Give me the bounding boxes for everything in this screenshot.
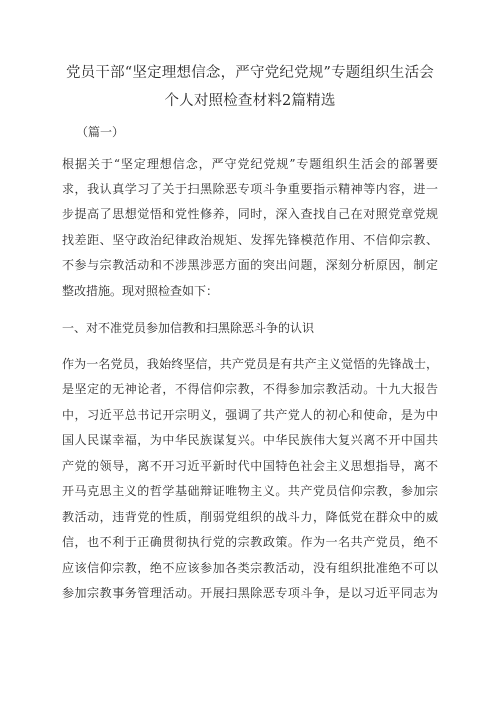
paragraph-line: 产党的领导，离不开习近平新时代中国特色社会主义思想指导，离不 (62, 459, 438, 473)
paragraph-line: 教活动，违背党的性质，削弱党组织的战斗力，降低党在群众中的威 (62, 510, 438, 524)
document-title-line-2: 个人对照检查材料2篇精选 (164, 93, 336, 109)
paragraph-line: 开马克思主义的哲学基础辩证唯物主义。共产党员信仰宗教，参加宗 (62, 484, 438, 498)
paragraph-line: 参加宗教事务管理活动。开展扫黑除恶专项斗争，是以习近平同志为 (62, 586, 438, 600)
paragraph-line: 步提高了思想觉悟和党性修养，同时，深入查找自己在对照党章党规 (62, 207, 438, 221)
paragraph-line: 找差距、坚守政治纪律政治规矩、发挥先锋模范作用、不信仰宗教、 (62, 233, 438, 247)
document-title-line-1: 党员干部“坚定理想信念，严守党纪党规”专题组织生活会 (65, 65, 435, 81)
paragraph-line: 作为一名党员，我始终坚信，共产党员是有共产主义觉悟的先锋战士， (62, 357, 438, 371)
paragraph-line: 求，我认真学习了关于扫黑除恶专项斗争重要指示精神等内容，进一 (62, 182, 438, 196)
paragraph-line: 整改措施。现对照检查如下： (62, 284, 219, 298)
paragraph-line: 国人民谋幸福，为中华民族谋复兴。中华民族伟大复兴离不开中国共 (62, 433, 438, 447)
paragraph-line: 不参与宗教活动和不涉黑涉恶方面的突出问题，深刻分析原因，制定 (62, 258, 438, 272)
paragraph-line: 中，习近平总书记开宗明义，强调了共产党人的初心和使命，是为中 (62, 408, 438, 422)
paragraph-line: 应该信仰宗教，绝不应该参加各类宗教活动，没有组织批准绝不可以 (62, 561, 438, 575)
section-heading: 一、对不准党员参加信教和扫黑除恶斗争的认识 (62, 321, 315, 335)
paragraph-line: 是坚定的无神论者，不得信仰宗教，不得参加宗教活动。十九大报告 (62, 382, 438, 396)
paragraph-line: 信，也不利于正确贯彻执行党的宗教政策。作为一名共产党员，绝不 (62, 535, 438, 549)
section-label: （篇一） (76, 125, 125, 139)
paragraph-line: 根据关于“坚定理想信念，严守党纪党规”专题组织生活会的部署要 (62, 157, 438, 171)
